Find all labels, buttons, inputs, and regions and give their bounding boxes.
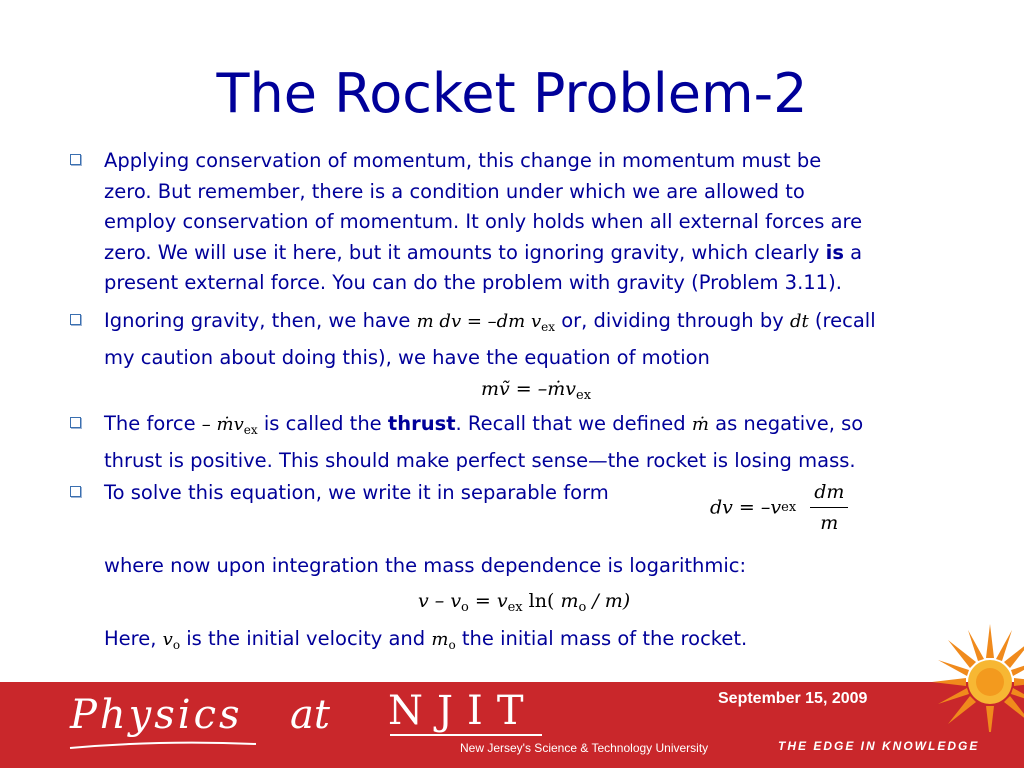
njit-divider xyxy=(390,734,542,736)
slide-date: September 15, 2009 xyxy=(718,690,868,707)
njit-tagline: New Jersey's Science & Technology University xyxy=(460,741,709,755)
equation-of-motion: mṽ = –ṁv$_{ex}$ xyxy=(481,378,592,403)
bullet-marker-icon xyxy=(70,486,81,497)
v0-symbol: $v_o$ xyxy=(162,629,181,652)
log-equation: $v - v_o = v_{ex}$ ln( $m_o / m$) xyxy=(418,590,631,615)
bullet-1-line-2: zero. But remember, there is a condition under which we are allowed to xyxy=(104,179,805,203)
physics-swoosh-icon xyxy=(68,740,258,752)
bullet-1-after-bold: a xyxy=(843,240,863,264)
bullet-2-after: (recall xyxy=(808,309,876,332)
bullet-2-line-2: my caution about doing this), we have the equation of motion xyxy=(104,345,710,369)
edge-tagline: THE EDGE IN KNOWLEDGE xyxy=(778,739,980,753)
bullet-conservation xyxy=(70,146,1010,299)
integration-line: where now upon integration the mass dependence is logarithmic: xyxy=(104,554,747,577)
bullet-3-line-2: thrust is positive. This should make perfect sense—the rocket is losing mass. xyxy=(104,448,856,472)
m0-symbol: $m_o$ xyxy=(431,629,456,652)
bullet-separable xyxy=(70,478,1010,509)
slide-title: The Rocket Problem-2 xyxy=(216,62,808,125)
bullet-ignoring-gravity xyxy=(70,306,1010,373)
bullet-3-middle: is called the xyxy=(257,412,388,435)
momentum-equation-inline: m dv = –dm $v_{ex}$ xyxy=(416,311,555,334)
bullet-marker-icon xyxy=(70,314,81,325)
physics-at-text: at xyxy=(290,692,330,738)
bullet-1-line-3: employ conservation of momentum. It only holds when all external forces are xyxy=(104,210,863,233)
bullet-thrust xyxy=(70,409,1010,476)
dm-over-m-fraction: $\frac{dm}{m}$ xyxy=(810,481,848,534)
separable-equation: dv = –vex $\frac{dm}{m}$ xyxy=(710,481,848,534)
thrust-expression: – ṁv$_{ex}$ xyxy=(201,414,258,437)
bold-is: is xyxy=(825,240,844,264)
bullet-marker-icon xyxy=(70,154,81,165)
bullet-2-prefix: Ignoring gravity, then, we have xyxy=(104,309,417,332)
bold-thrust: thrust xyxy=(387,412,456,435)
bullet-1-line-1: Applying conservation of momentum, this change in momentum must be xyxy=(104,149,822,172)
mdot-symbol: ṁ xyxy=(691,414,709,435)
bullet-2-middle: or, dividing through by xyxy=(555,309,790,332)
bullet-3-after: as negative, so xyxy=(708,412,864,435)
bullet-1-line-4: zero. We will use it here, but it amounts to ignoring gravity, which clearly xyxy=(104,240,826,264)
initial-conditions-line: Here, $v_o$ is the initial velocity and $m_o$ the initial mass of the rocket. xyxy=(104,627,748,652)
bullet-marker-icon xyxy=(70,417,81,428)
njit-logo: NJIT xyxy=(388,688,538,734)
bullet-3-prefix: The force xyxy=(104,412,202,435)
bullet-1-line-5: present external force. You can do the problem with gravity (Problem 3.11). xyxy=(104,271,842,294)
sun-logo-icon xyxy=(930,612,1024,732)
bullet-4-text: To solve this equation, we write it in separable form xyxy=(104,481,609,504)
dt-symbol: dt xyxy=(789,311,809,332)
bullet-3-after-bold: . Recall that we defined xyxy=(455,412,692,435)
physics-logo: Physics xyxy=(70,692,243,738)
footer-bar xyxy=(0,682,1024,768)
